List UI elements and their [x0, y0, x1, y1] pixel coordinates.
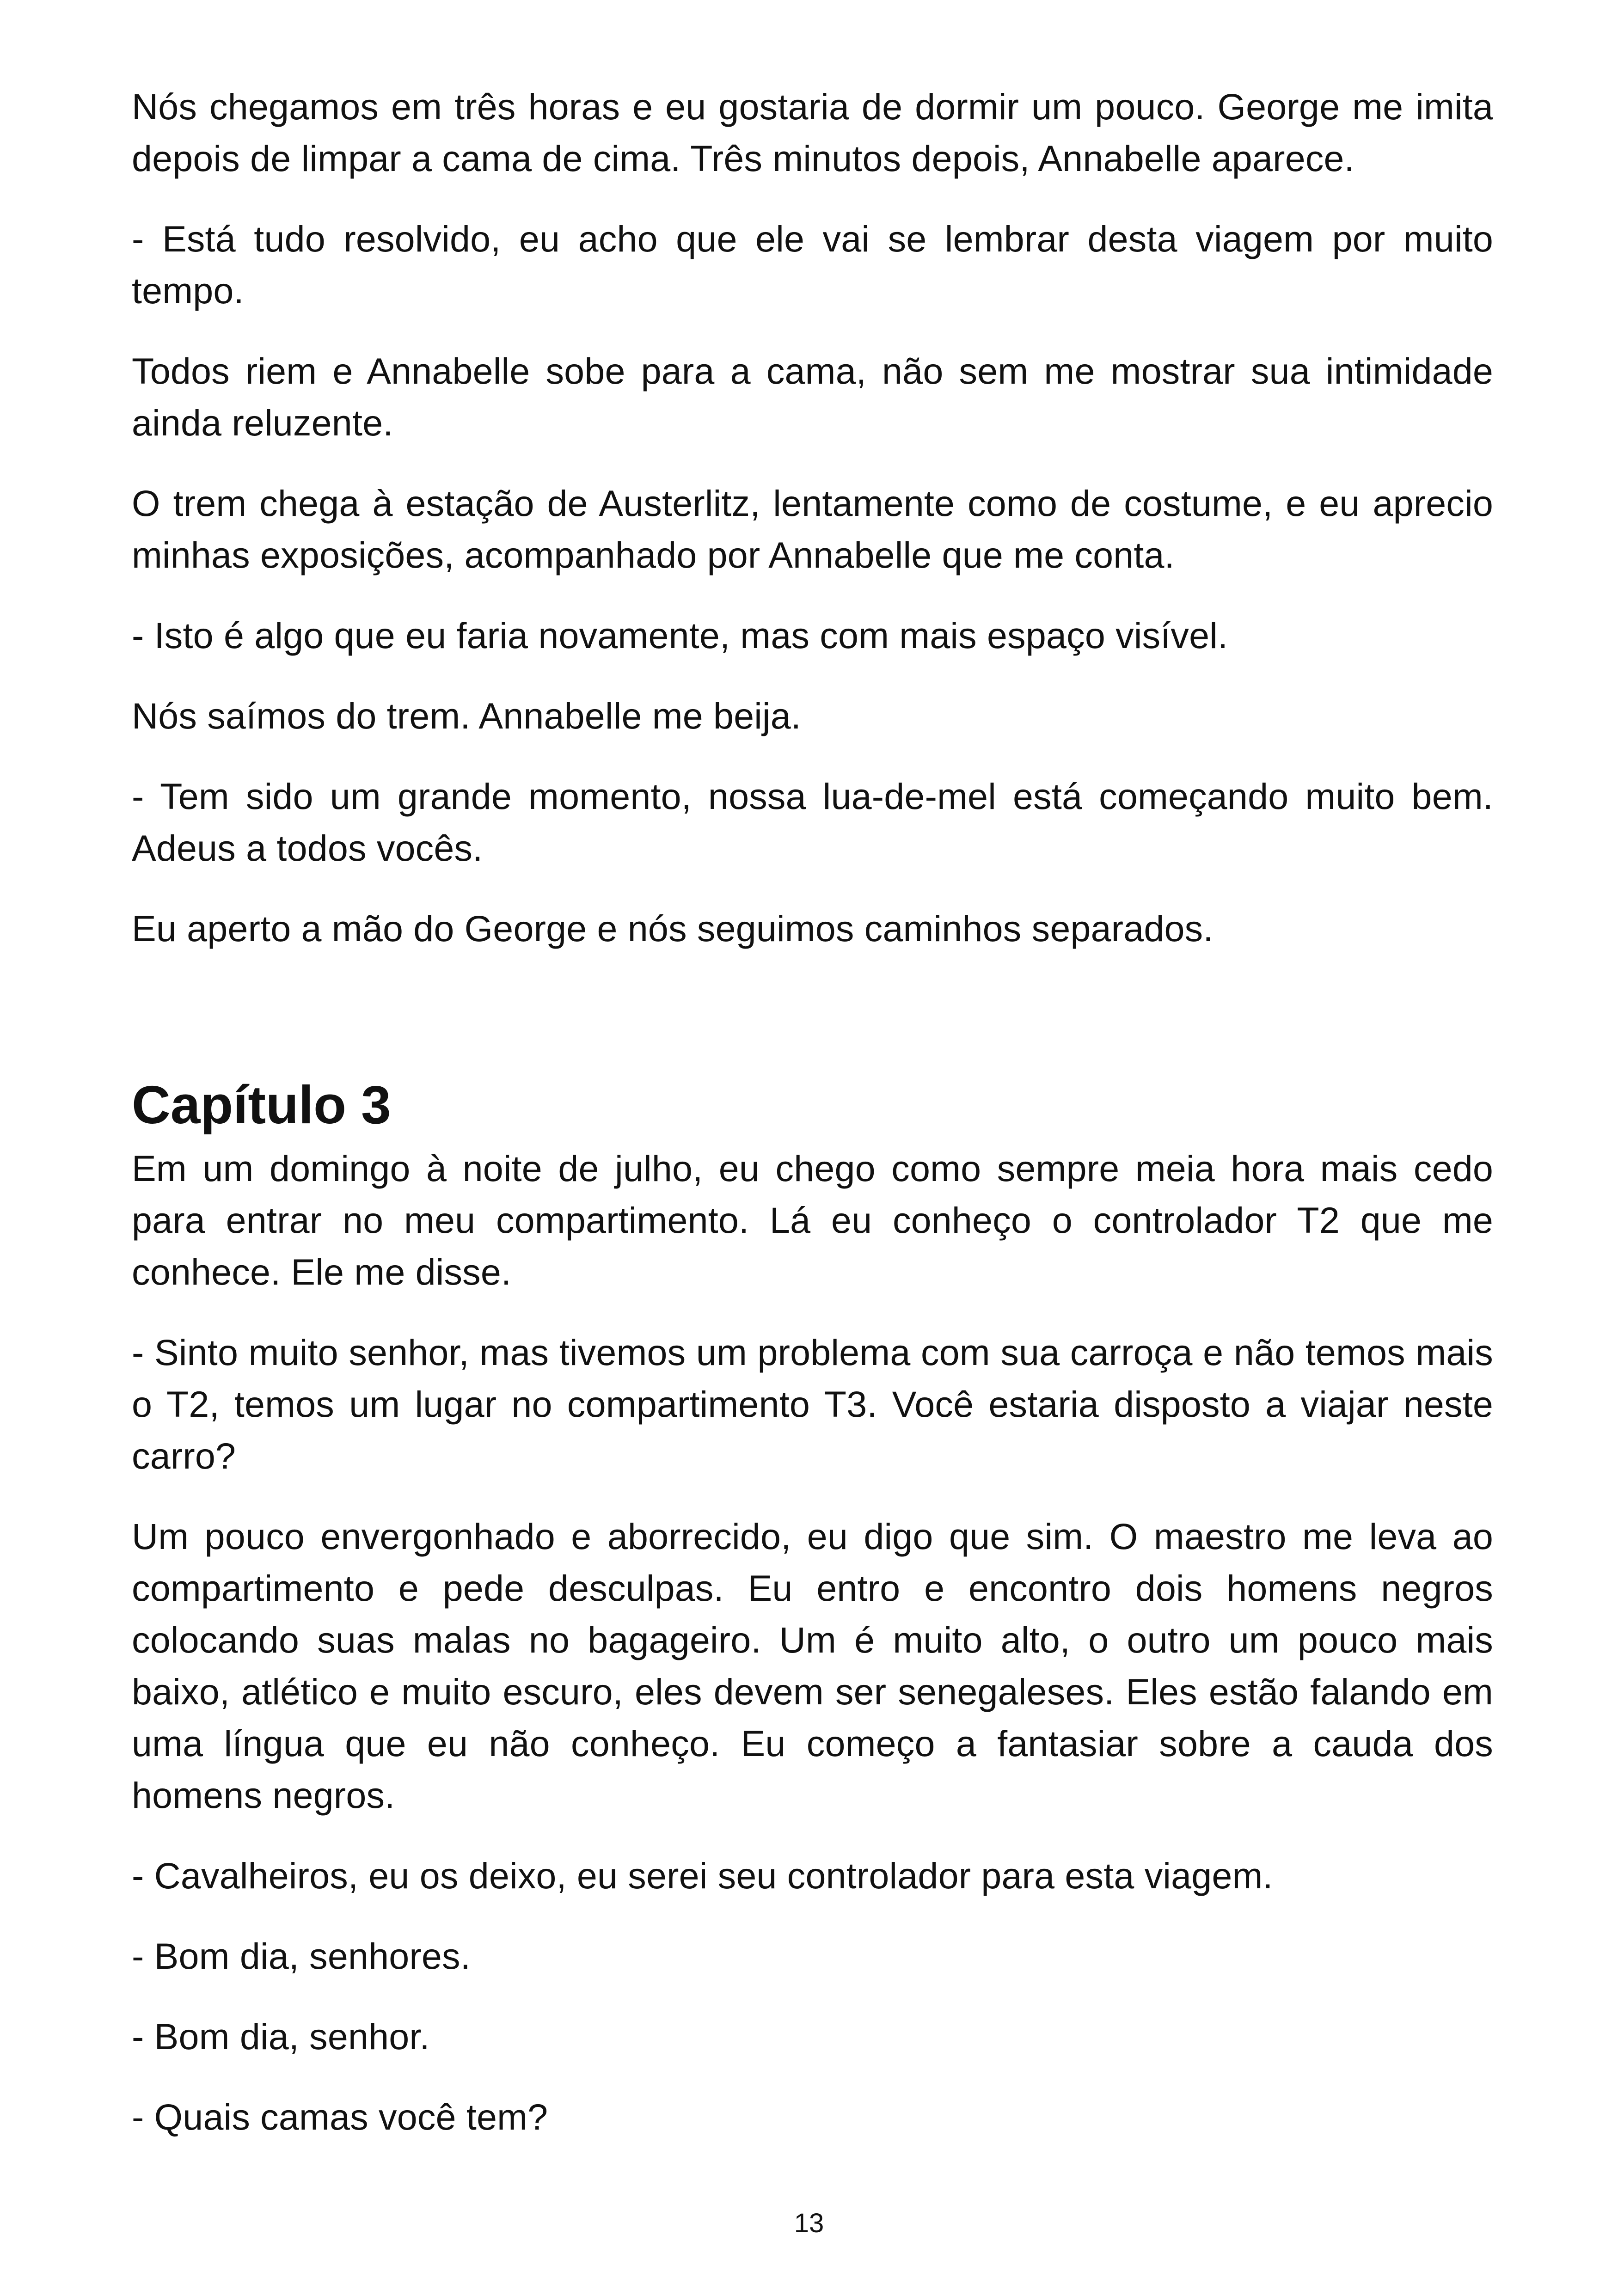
paragraph: Eu aperto a mão do George e nós seguimos caminhos separados. [132, 908, 1214, 949]
paragraph: Nós chegamos em três horas e eu gostaria de dormir um pouco. George me imita depois de limpar a cama de cima. Três minutos depois, Annabelle aparece. [132, 86, 1493, 179]
page-body [132, 81, 1493, 2172]
paragraph: - Bom dia, senhor. [132, 2016, 430, 2057]
paragraph: O trem chega à estação de Austerlitz, lentamente como de costume, e eu aprecio minhas exposições, acompanhado por Annabelle que me conta. [132, 483, 1493, 576]
paragraph: - Está tudo resolvido, eu acho que ele vai se lembrar desta viagem por muito tempo. [132, 218, 1493, 311]
paragraph: - Cavalheiros, eu os deixo, eu serei seu controlador para esta viagem. [132, 1855, 1273, 1896]
paragraph: Todos riem e Annabelle sobe para a cama, não sem me mostrar sua intimidade ainda reluzente. [132, 350, 1493, 443]
paragraph: Em um domingo à noite de julho, eu chego como sempre meia hora mais cedo para entrar no meu compartimento. Lá eu conheço o controlador T2 que me conhece. Ele me disse. [132, 1148, 1493, 1292]
paragraph: Nós saímos do trem. Annabelle me beija. [132, 695, 802, 736]
paragraph: - Isto é algo que eu faria novamente, mas com mais espaço visível. [132, 615, 1228, 656]
paragraph: - Sinto muito senhor, mas tivemos um problema com sua carroça e não temos mais o T2, temos um lugar no compartimento T3. Você estaria disposto a viajar neste carro? [132, 1332, 1493, 1476]
paragraph: - Bom dia, senhores. [132, 1935, 471, 1977]
page-number: 13 [794, 2208, 824, 2238]
chapter-heading: Capítulo 3 [132, 1075, 391, 1135]
paragraph: - Quais camas você tem? [132, 2096, 548, 2137]
paragraph: Um pouco envergonhado e aborrecido, eu digo que sim. O maestro me leva ao compartimento e pede desculpas. Eu entro e encontro dois homens negros colocando suas malas no bagageiro. Um é muito alto, o outro um pouco mais baixo, atlético e muito escuro, eles devem ser senegaleses. Eles estão falando em uma língua que eu não conheço. Eu começo a fantasiar sobre a cauda dos homens negros. [132, 1516, 1493, 1816]
paragraph: - Tem sido um grande momento, nossa lua-de-mel está começando muito bem. Adeus a todos vocês. [132, 776, 1493, 869]
